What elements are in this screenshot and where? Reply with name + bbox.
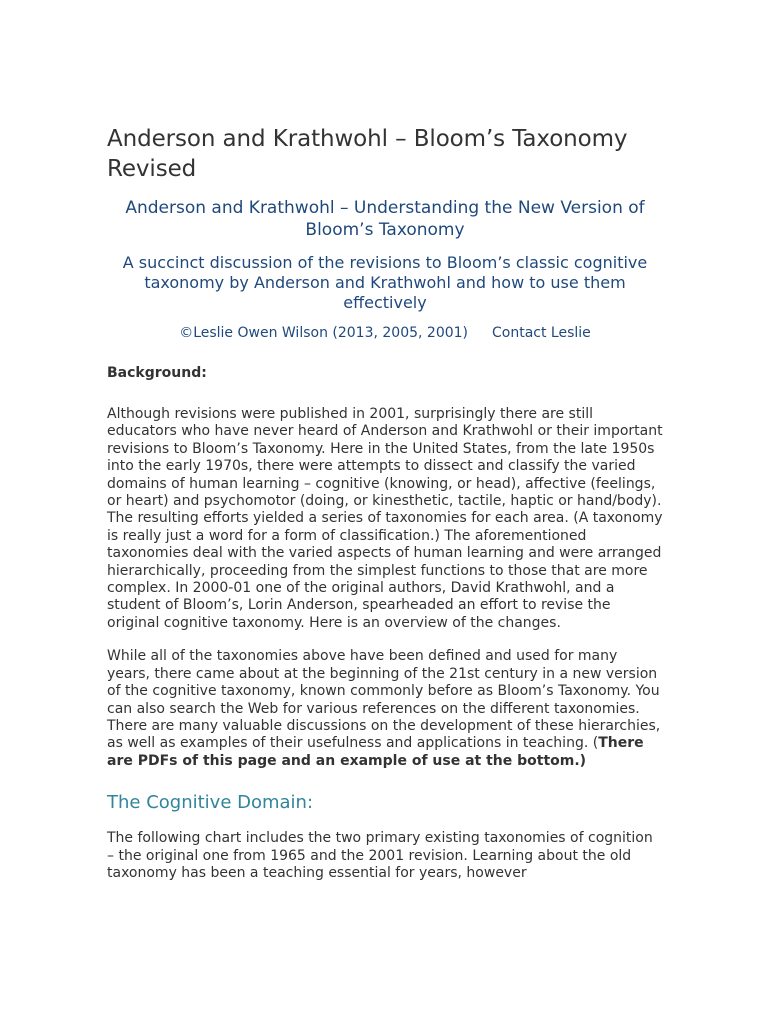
page-summary: A succinct discussion of the revisions to Bloom’s classic cognitive taxonomy by Anderson and Krathwohl and how to use them effectively xyxy=(122,253,648,312)
paragraph-cognitive: The following chart includes the two primary existing taxonomies of cognition – the original one from 1965 and the 2001 revision. Learning about the old taxonomy has been a teaching essential for years, however xyxy=(107,830,653,881)
byline xyxy=(107,324,663,342)
page-subtitle: Anderson and Krathwohl – Understanding the New Version of Bloom’s Taxonomy xyxy=(125,198,645,240)
contact-link[interactable]: Contact Leslie xyxy=(492,325,591,341)
paragraph-taxonomies-text: While all of the taxonomies above have been defined and used for many years, there came about at the beginning of the 21st century in a new version of the cognitive taxonomy, known commonly before as Bloom’s Taxonomy. You can also search the Web for various references on the different taxonomies. There are many valuable discussions on the development of these hierarchies, as well as examples of their usefulness and applications in teaching. ( xyxy=(107,648,661,752)
paragraph-taxonomies xyxy=(107,648,663,770)
pdf-note: There are PDFs of this page and an example of use at the bottom.) xyxy=(107,735,644,769)
copyright-text: ©Leslie Owen Wilson (2013, 2005, 2001) xyxy=(179,325,469,341)
page-title: Anderson and Krathwohl – Bloom’s Taxonomy Revised xyxy=(107,126,628,182)
paragraph-background: Although revisions were published in 2001, surprisingly there are still educators who have never heard of Anderson and Krathwohl or their important revisions to Bloom’s Taxonomy. Here in the United States, from the late 1950s into the early 1970s, there were attempts to dissect and classify the varied domains of human learning – cognitive (knowing, or head), affective (feelings, or heart) and psychomotor (doing, or kinesthetic, tactile, haptic or hand/body). The resulting efforts yielded a series of taxonomies for each area. (A taxonomy is really just a word for a form of classification.) The aforementioned taxonomies deal with the varied aspects of human learning and were arranged hierarchically, proceeding from the simplest functions to those that are more complex. In 2000-01 one of the original authors, David Krathwohl, and a student of Bloom’s, Lorin Anderson, spearheaded an effort to revise the original cognitive taxonomy. Here is an overview of the changes. xyxy=(107,406,663,631)
background-heading: Background: xyxy=(107,365,207,381)
section-heading-cognitive: The Cognitive Domain: xyxy=(107,792,314,814)
document-content xyxy=(107,124,663,882)
